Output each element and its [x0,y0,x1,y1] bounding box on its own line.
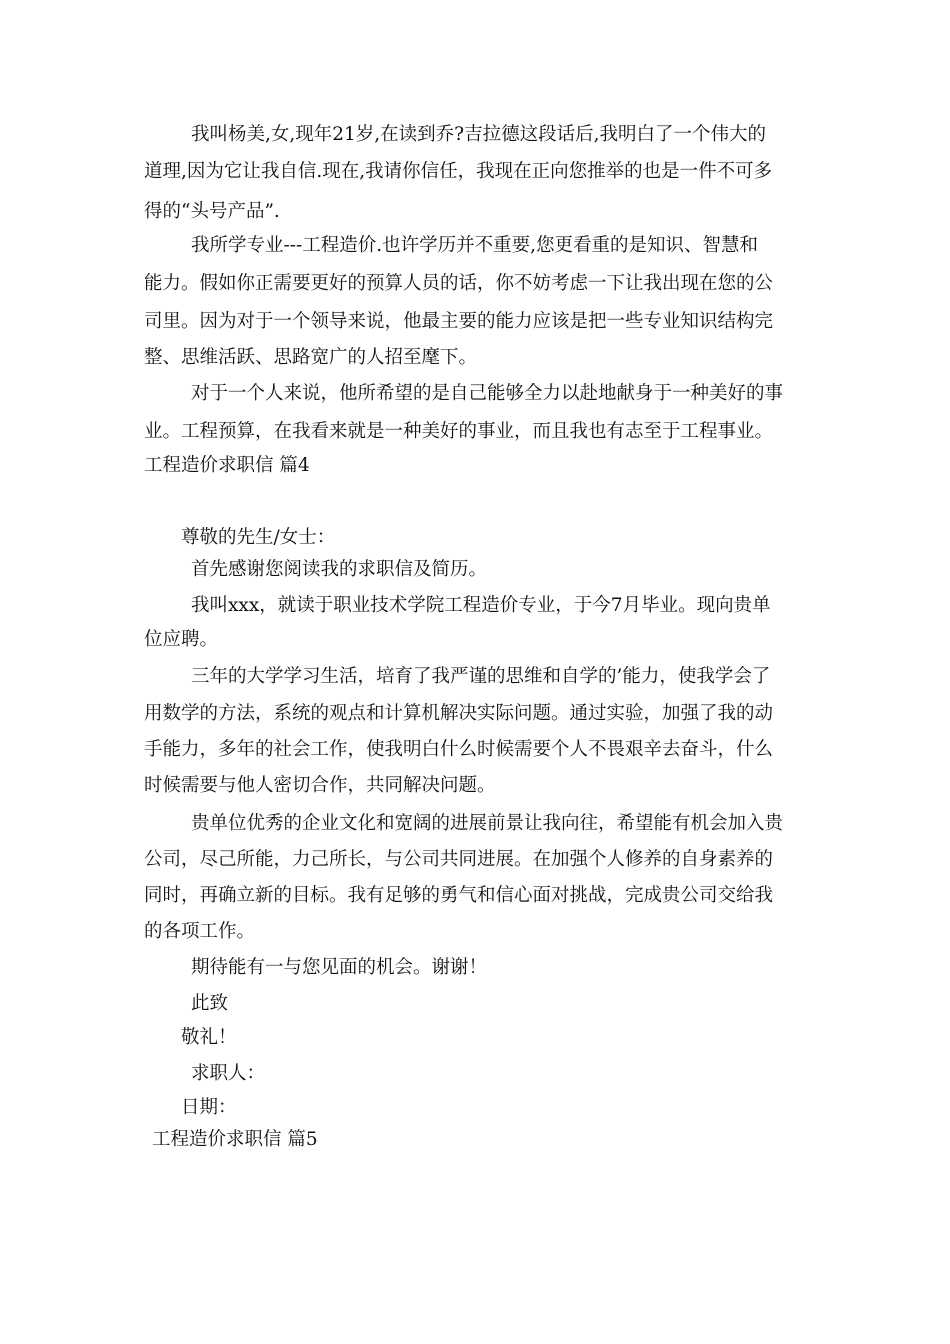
intro-line-2: 位应聘。 [144,629,219,650]
intro-line-1: 我叫xxx，就读于职业技术学院工程造价专业，于今7月毕业。现向贵单 [191,595,771,616]
thanks-line: 首先感谢您阅读我的求职信及简历。 [191,559,488,580]
salutation: 尊敬的先生/女士： [181,527,336,548]
section-heading-4: 工程造价求职信 篇4 [144,455,310,476]
closing-cizhi: 此致 [191,993,229,1014]
study-line-3: 手能力，多年的社会工作，使我明白什么时候需要个人不畏艰辛去奋斗，什么 [144,739,774,760]
section-heading-5: 工程造价求职信 篇5 [152,1129,318,1150]
paragraph-self-intro-line-2: 道理,因为它让我自信.现在,我请你信任，我现在正向您推举的也是一件不可多 [144,161,773,182]
company-line-4: 的各项工作。 [144,921,256,942]
date-label: 日期： [181,1097,237,1118]
paragraph-major-line-3: 司里。因为对于一个领导来说，他最主要的能力应该是把一些专业知识结构完 [144,311,774,332]
paragraph-major-line-4: 整、思维活跃、思路宽广的人招至麾下。 [144,347,478,368]
study-line-2: 用数学的方法，系统的观点和计算机解决实际问题。通过实验，加强了我的动 [144,703,774,724]
company-line-3: 同时，再确立新的目标。我有足够的勇气和信心面对挑战，完成贵公司交给我 [144,885,774,906]
company-line-1: 贵单位优秀的企业文化和宽阔的进展前景让我向往，希望能有机会加入贵 [191,813,784,834]
study-line-1: 三年的大学学习生活，培育了我严谨的思维和自学的’能力，使我学会了 [191,666,771,687]
paragraph-self-intro-line-1: 我叫杨美,女,现年21岁,在读到乔?吉拉德这段话后,我明白了一个伟大的 [191,124,766,145]
paragraph-major-line-1: 我所学专业---工程造价.也许学历并不重要,您更看重的是知识、智慧和 [191,235,759,256]
paragraph-major-line-2: 能力。假如你正需要更好的预算人员的话，你不妨考虑一下让我出现在您的公 [144,273,774,294]
paragraph-career-line-2: 业。工程预算，在我看来就是一种美好的事业，而且我也有志至于工程事业。 [144,421,774,442]
closing-jingli: 敬礼！ [181,1027,237,1048]
hope-line: 期待能有一与您见面的机会。谢谢！ [191,957,488,978]
company-line-2: 公司，尽己所能，力己所长，与公司共同进展。在加强个人修养的自身素养的 [144,849,774,870]
paragraph-career-line-1: 对于一个人来说，他所希望的是自己能够全力以赴地献身于一种美好的事 [191,383,784,404]
paragraph-self-intro-line-3: 得的“头号产品”. [144,201,280,222]
applicant-label: 求职人： [191,1063,266,1084]
study-line-4: 时候需要与他人密切合作，共同解决问题。 [144,775,496,796]
